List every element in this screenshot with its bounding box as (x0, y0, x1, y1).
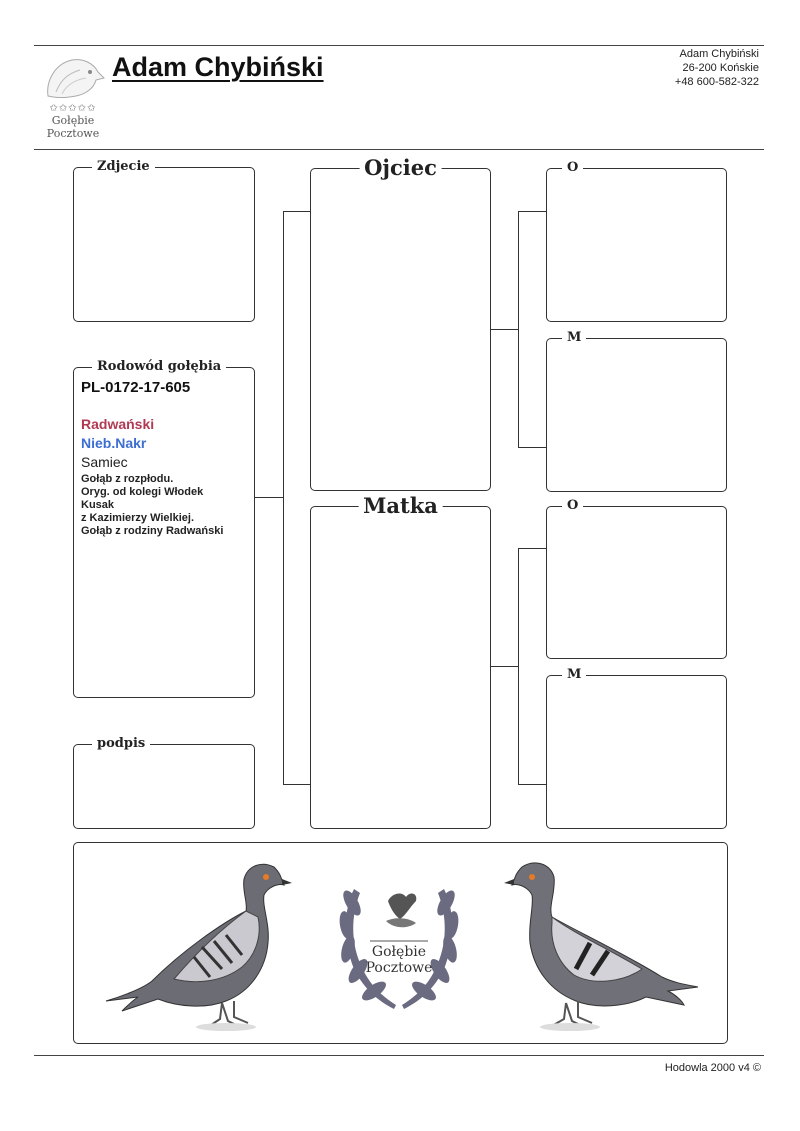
connector-line (283, 211, 310, 212)
signature-box (73, 736, 255, 829)
pigeon-sex: Samiec (81, 454, 128, 470)
footer-rule (34, 1055, 764, 1056)
logo-text-line2: Pocztowe (46, 127, 100, 140)
mother-label: Matka (358, 494, 443, 518)
emblem-text (349, 944, 449, 976)
note-line: Gołąb z rodziny Radwański (81, 525, 224, 537)
maternal-grandmother-box (546, 667, 727, 829)
connector-line (491, 329, 518, 330)
father-label: Ojciec (359, 156, 442, 180)
connector-line (518, 784, 546, 785)
pigeon-notes (81, 473, 241, 538)
note-line: Gołąb z rozpłodu. (81, 473, 174, 485)
contact-block (675, 47, 759, 89)
right-pigeon-image (492, 851, 702, 1036)
paternal-grandmother-label: M (562, 329, 586, 347)
pedigree-box (73, 359, 255, 698)
pigeon-head-icon (36, 52, 110, 102)
emblem-line2: Pocztowe (365, 960, 433, 976)
left-pigeon-image (102, 851, 302, 1036)
father-box (310, 155, 491, 491)
breeder-title: Adam Chybiński (112, 52, 324, 82)
maternal-grandmother-label: M (562, 666, 586, 684)
note-line: Kusak (81, 499, 115, 511)
pigeon-strain: Radwański (81, 416, 155, 432)
emblem-line1: Gołębie (371, 944, 427, 960)
contact-phone: +48 600-582-322 (674, 76, 759, 88)
mother-box (310, 493, 491, 829)
maternal-grandfather-label: O (562, 497, 583, 515)
paternal-grandmother-box (546, 330, 727, 492)
pigeon-color: Nieb.Nakr (81, 435, 147, 451)
contact-address: 26-200 Końskie (682, 62, 759, 74)
connector-line (518, 548, 546, 549)
connector-line (518, 548, 519, 785)
connector-line (283, 211, 284, 784)
decoration-panel (73, 842, 728, 1044)
logo-stars: ✩✩✩✩✩ (49, 103, 97, 114)
connector-line (518, 211, 519, 448)
connector-line (255, 497, 283, 498)
pedigree-label: Rodowód gołębia (92, 358, 226, 376)
ring-number: PL-0172-17-605 (81, 379, 191, 396)
logo-text-line1: Gołębie (51, 114, 95, 127)
maternal-grandfather-box (546, 498, 727, 659)
connector-line (518, 211, 546, 212)
contact-name: Adam Chybiński (679, 48, 759, 60)
paternal-grandfather-label: O (562, 159, 583, 177)
connector-line (518, 447, 546, 448)
club-logo (36, 52, 110, 144)
photo-box (73, 159, 255, 322)
paternal-grandfather-box (546, 160, 727, 322)
connector-line (491, 666, 518, 667)
note-line: Oryg. od kolegi Włodek (81, 486, 204, 498)
signature-label: podpis (92, 735, 150, 753)
photo-label: Zdjecie (92, 158, 155, 176)
header-bottom-rule (34, 149, 764, 150)
header-top-rule (34, 45, 764, 46)
footer-version: Hodowla 2000 v4 © (664, 1062, 761, 1074)
note-line: z Kazimierzy Wielkiej. (81, 512, 195, 524)
connector-line (283, 784, 310, 785)
